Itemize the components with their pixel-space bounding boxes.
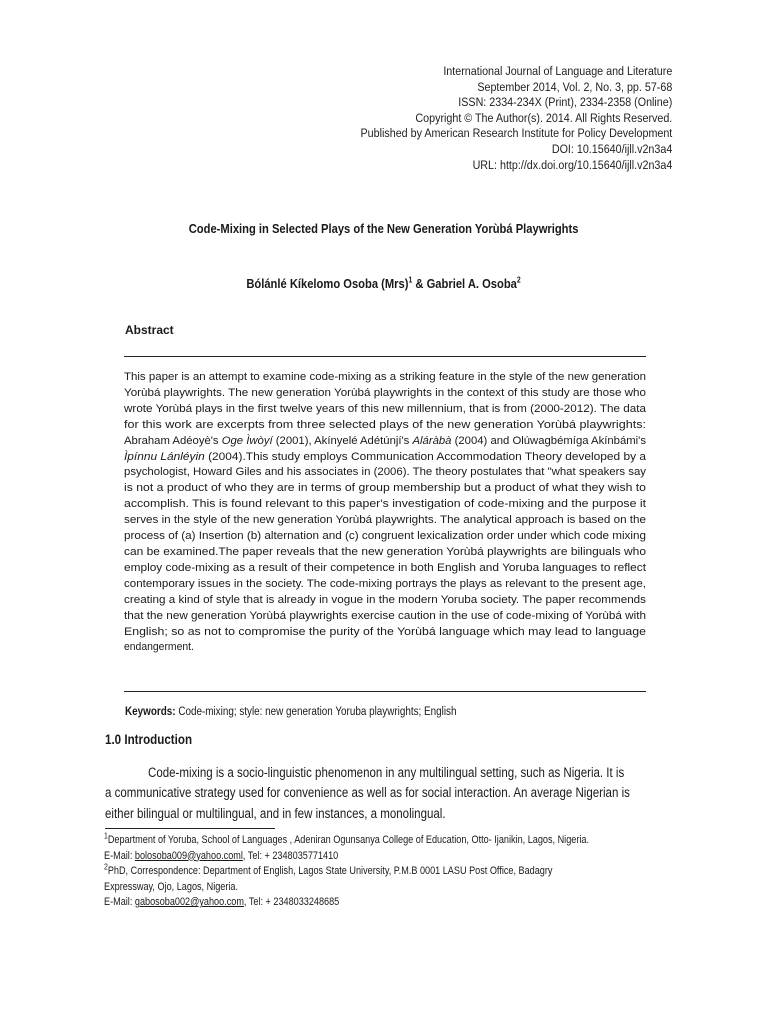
journal-header (318, 64, 672, 173)
abstract-line-theory: Ìpínnu Lánléyin (2004).This study employs Communication Accommodation Theory developed by a (124, 450, 646, 463)
paper-title: Code-Mixing in Selected Plays of the New Generation Yorùbá Playwrights (189, 221, 579, 236)
abstract-line: can be examined.The paper reveals that the new generation Yorùbá playwrights are bilinguals who (124, 545, 646, 558)
abstract-line: is not a product of who they are in terms of group membership but a product of what they wish to (124, 482, 646, 495)
keywords-text: Code-mixing; style: new generation Yoruba playwrights; English (175, 706, 457, 718)
intro-line: either bilingual or multilingual, and in few instances, a monolingual. (105, 805, 446, 821)
keywords-label: Keywords: (125, 706, 176, 718)
author-1-footnote-mark[interactable]: 1 (408, 275, 413, 285)
footnote-1: $^1$Department of Yoruba, School of Languages , Adeniran Ogunsanya College of Education, Otto- Ijanikin, Lagos, Nigeria. (104, 831, 589, 846)
abstract-top-rule (124, 356, 646, 357)
abstract-heading: Abstract (125, 323, 174, 337)
email-link-2[interactable]: gabosoba002@yahoo.com (134, 896, 244, 909)
journal-url[interactable]: URL: http://dx.doi.org/10.15640/ijll.v2n3a4 (472, 157, 672, 172)
play-title-ipinnu-lanleyin: Ìpínnu Lánléyin (124, 450, 205, 463)
paper-authors (0, 276, 768, 291)
section-heading-introduction: 1.0 Introduction (105, 732, 193, 747)
abstract-line: for this work are excerpts from three selected plays of the new generation Yorùbá playwrights: (124, 418, 646, 431)
abstract-line: serves in the style of the new generation Yorùbá playwrights. The analytical approach is based on the (124, 514, 646, 527)
abstract-line: psychologist, Howard Giles and his associates in (2006). The theory postulates that "what speakers say (124, 466, 646, 479)
abstract-line: This paper is an attempt to examine code-mixing as a striking feature in the style of the new generation (124, 371, 646, 383)
abstract-line: English; so as not to compromise the purity of the Yorùbá language which may lead to language (124, 625, 646, 638)
journal-doi: DOI: 10.15640/ijll.v2n3a4 (551, 141, 672, 156)
abstract-body (124, 370, 646, 656)
intro-line: a communicative strategy used for convenience as well as for social interaction. An average Nigerian is (105, 785, 630, 801)
abstract-line: that the new generation Yorùbá playwrights exercise caution in the use of code-mixing of Yorùbá with (124, 609, 646, 622)
keywords (125, 706, 510, 718)
footnote-2-contact: E-Mail: gabosoba002@yahoo.com, Tel: + 2348033248685 (104, 896, 340, 909)
abstract-line-plays: Abraham Adéoyè's Oge Ìwòyí (2001), Akínyelé Adétúnjí's Aláràbà (2004) and Olúwagbémíga Akínbámi's (124, 434, 646, 447)
author-2-footnote-mark[interactable]: 2 (517, 275, 522, 285)
footnote-2: $^2$PhD, Correspondence: Department of English, Lagos State University, P.M.B 0001 LASU Post Office, Badagry (104, 862, 553, 878)
abstract-line: contemporary issues in the society. The code-mixing portrays the plays as relevant to the present age, (124, 577, 646, 590)
abstract-line: process of (a) Insertion (b) alternation and (c) congruent lexicalization order under which code mixing (124, 530, 646, 543)
abstract-line: Yorùbá playwrights. The new generation Yorùbá playwrights in the context of this study are those who (124, 386, 646, 399)
author-1: Bólánlé Kíkelomo Osoba (Mrs) (246, 276, 409, 291)
footnote-2-address: Expressway, Ojo, Lagos, Nigeria. (104, 880, 239, 893)
journal-name: International Journal of Language and Literature (443, 64, 672, 78)
email-link-1[interactable]: bolosoba009@yahoo.coml (134, 849, 243, 862)
journal-copyright: Copyright © The Author(s). 2014. All Rights Reserved. (415, 110, 672, 125)
abstract-bottom-rule (124, 691, 646, 692)
footnote-rule (105, 828, 275, 829)
play-title-oge-iwoyi: Oge Ìwòyí (221, 434, 273, 447)
play-title-alaraba: Aláràbà (412, 434, 452, 447)
journal-publisher: Published by American Research Institute for Policy Development (360, 126, 672, 141)
author-separator: & (412, 276, 428, 291)
intro-line: Code-mixing is a socio-linguistic phenomenon in any multilingual setting, such as Nigeria. It is (148, 765, 625, 780)
author-2: Gabriel A. Osoba (427, 276, 518, 291)
abstract-line: creating a kind of style that is already in vogue in the modern Yoruba society. The paper recommends (124, 593, 646, 606)
abstract-line: accomplish. This is found relevant to this paper's investigation of code-mixing and the purpose it (124, 498, 646, 511)
abstract-line: employ code-mixing as a result of their competence in both English and Yoruba languages to reflect (124, 561, 646, 574)
footnotes (104, 833, 684, 911)
abstract-line: wrote Yorùbá plays in the first twelve years of this new millennium, that is from (2000-2012). The data (124, 402, 646, 415)
journal-issn: ISSN: 2334-234X (Print), 2334-2358 (Online) (457, 95, 672, 110)
abstract-line: endangerment. (124, 641, 194, 654)
journal-issue: September 2014, Vol. 2, No. 3, pp. 57-68 (477, 79, 672, 94)
footnote-1-contact: E-Mail: bolosoba009@yahoo.coml, Tel: + 2348035771410 (104, 849, 339, 862)
introduction-body (105, 763, 665, 824)
